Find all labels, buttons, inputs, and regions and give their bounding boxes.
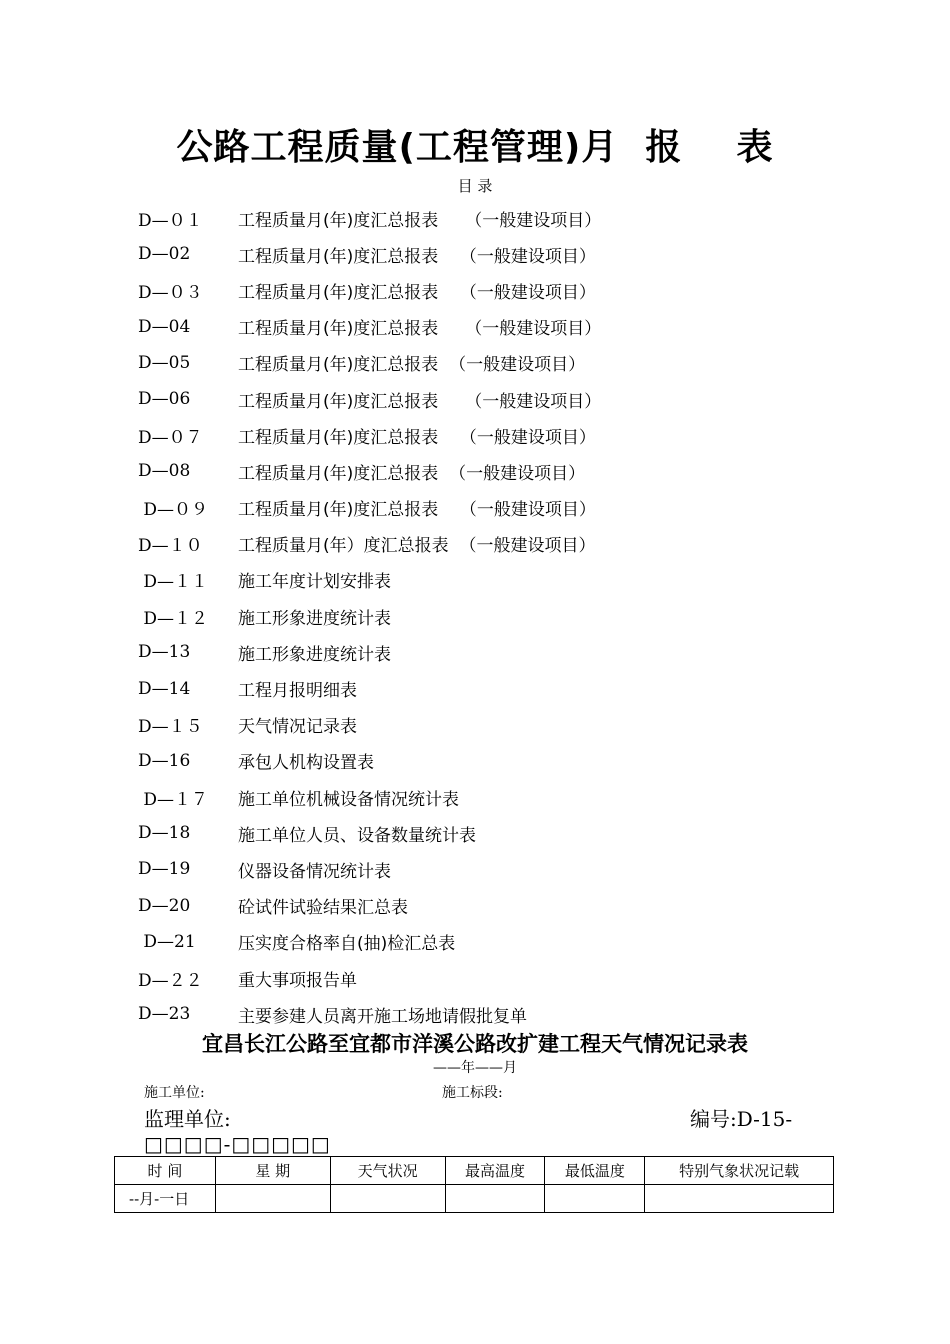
- toc-item-name: 主要参建人员离开施工场地请假批复单: [238, 1006, 527, 1027]
- toc-item-code: D—１０: [138, 536, 203, 557]
- cell-weekday[interactable]: [215, 1185, 330, 1213]
- form-title: 宜昌长江公路至宜都市洋溪公路改扩建工程天气情况记录表: [202, 1032, 748, 1056]
- toc-item-code: D—19: [138, 859, 191, 880]
- section-label: 施工标段:: [442, 1085, 503, 1101]
- toc-item: [138, 200, 858, 236]
- toc-item-name: 工程质量月(年)度汇总报表 （一般建设项目）: [238, 246, 596, 267]
- toc-item: [138, 345, 858, 381]
- toc-item-code: D—１２: [138, 608, 209, 629]
- toc-item-code: D—14: [138, 678, 191, 699]
- toc-item-name: 仪器设备情况统计表: [238, 861, 391, 882]
- toc-item-code: D—20: [138, 895, 191, 916]
- toc-item-name: 施工单位机械设备情况统计表: [238, 789, 459, 810]
- toc-item-code: D—23: [138, 1004, 191, 1025]
- form-number-boxes: □□□□-□□□□□: [144, 1132, 331, 1156]
- toc-item-code: D—１１: [138, 572, 209, 593]
- column-header-min-temp: 最低温度: [545, 1157, 645, 1185]
- toc-item-name: 压实度合格率自(抽)检汇总表: [238, 934, 456, 955]
- toc-item: [138, 526, 858, 562]
- toc-item-code: D—04: [138, 316, 191, 337]
- toc-item: [138, 960, 858, 996]
- cell-min-temp[interactable]: [545, 1185, 645, 1213]
- column-header-weekday: 星 期: [215, 1157, 330, 1185]
- toc-item-code: D—02: [138, 244, 191, 265]
- toc-item: [138, 707, 858, 743]
- toc-item-name: 施工形象进度统计表: [238, 608, 391, 629]
- column-header-max-temp: 最高温度: [445, 1157, 545, 1185]
- form-number-label: 编号:D-15-: [690, 1107, 793, 1131]
- cell-max-temp[interactable]: [445, 1185, 545, 1213]
- weather-record-table: [114, 1156, 834, 1213]
- toc-item: [138, 743, 858, 779]
- toc-item-code: D—０３: [138, 282, 203, 303]
- toc-item-code: D—18: [138, 823, 191, 844]
- toc-item: [138, 381, 858, 417]
- table-row: [115, 1185, 834, 1213]
- toc-item: [138, 453, 858, 489]
- toc-item-code: D—08: [138, 461, 191, 482]
- toc-item-code: D—２２: [138, 970, 203, 991]
- cell-date[interactable]: --月-一日: [115, 1185, 216, 1213]
- toc-item: [138, 272, 858, 308]
- toc-item-code: D—０９: [138, 500, 209, 521]
- toc-item-name: 工程质量月(年)度汇总报表 （一般建设项目）: [238, 463, 586, 484]
- toc-item: [138, 996, 858, 1032]
- toc-item-name: 工程质量月(年)度汇总报表 （一般建设项目）: [238, 427, 596, 448]
- toc-item: [138, 851, 858, 887]
- toc-item-name: 工程质量月(年)度汇总报表 （一般建设项目）: [238, 355, 586, 376]
- toc-item-code: D—06: [138, 389, 191, 410]
- page-title: 公路工程质量(工程管理)月 报 表: [176, 127, 774, 168]
- toc-item-code: D—13: [138, 642, 191, 663]
- toc-item-code: D—１５: [138, 717, 203, 738]
- toc-item: [138, 888, 858, 924]
- toc-item-name: 工程质量月(年)度汇总报表 （一般建设项目）: [238, 210, 602, 231]
- toc-item: [138, 309, 858, 345]
- column-header-special-weather: 特别气象状况记载: [645, 1157, 834, 1185]
- toc-item: [138, 417, 858, 453]
- cell-weather[interactable]: [330, 1185, 445, 1213]
- column-header-weather: 天气状况: [330, 1157, 445, 1185]
- construction-unit-label: 施工单位:: [144, 1085, 205, 1101]
- toc-item-name: 承包人机构设置表: [238, 753, 374, 774]
- toc-item-name: 施工年度计划安排表: [238, 572, 391, 593]
- toc-item-name: 工程质量月(年)度汇总报表 （一般建设项目）: [238, 319, 602, 340]
- toc-list: [138, 200, 858, 1032]
- toc-item-name: 砼试件试验结果汇总表: [238, 898, 408, 919]
- toc-item-code: D—21: [138, 931, 196, 952]
- toc-item-name: 天气情况记录表: [238, 717, 357, 738]
- toc-item-name: 重大事项报告单: [238, 970, 357, 991]
- toc-item-code: D—１７: [138, 789, 209, 810]
- toc-item: [138, 924, 858, 960]
- toc-item-code: D—16: [138, 750, 191, 771]
- toc-item: [138, 634, 858, 670]
- toc-item-code: D—05: [138, 352, 191, 373]
- toc-item: [138, 670, 858, 706]
- toc-item-name: 工程质量月(年)度汇总报表 （一般建设项目）: [238, 500, 596, 521]
- toc-item: [138, 779, 858, 815]
- toc-item-code: D—０７: [138, 427, 203, 448]
- toc-item: [138, 815, 858, 851]
- toc-item: [138, 236, 858, 272]
- cell-special-weather[interactable]: [645, 1185, 834, 1213]
- toc-item: [138, 562, 858, 598]
- toc-item-name: 施工形象进度统计表: [238, 644, 391, 665]
- toc-item: [138, 598, 858, 634]
- column-header-time: 时 间: [115, 1157, 216, 1185]
- supervision-unit-label: 监理单位:: [144, 1107, 231, 1131]
- form-date-line: ——年——月: [433, 1060, 517, 1076]
- table-header-row: [115, 1157, 834, 1185]
- toc-item-name: 施工单位人员、设备数量统计表: [238, 825, 476, 846]
- toc-item: [138, 490, 858, 526]
- toc-item-code: D—０１: [138, 210, 203, 231]
- toc-item-name: 工程质量月(年）度汇总报表 （一般建设项目）: [238, 536, 596, 557]
- toc-heading: 目 录: [457, 177, 493, 195]
- toc-item-name: 工程月报明细表: [238, 681, 357, 702]
- toc-item-name: 工程质量月(年)度汇总报表 （一般建设项目）: [238, 391, 602, 412]
- toc-item-name: 工程质量月(年)度汇总报表 （一般建设项目）: [238, 282, 596, 303]
